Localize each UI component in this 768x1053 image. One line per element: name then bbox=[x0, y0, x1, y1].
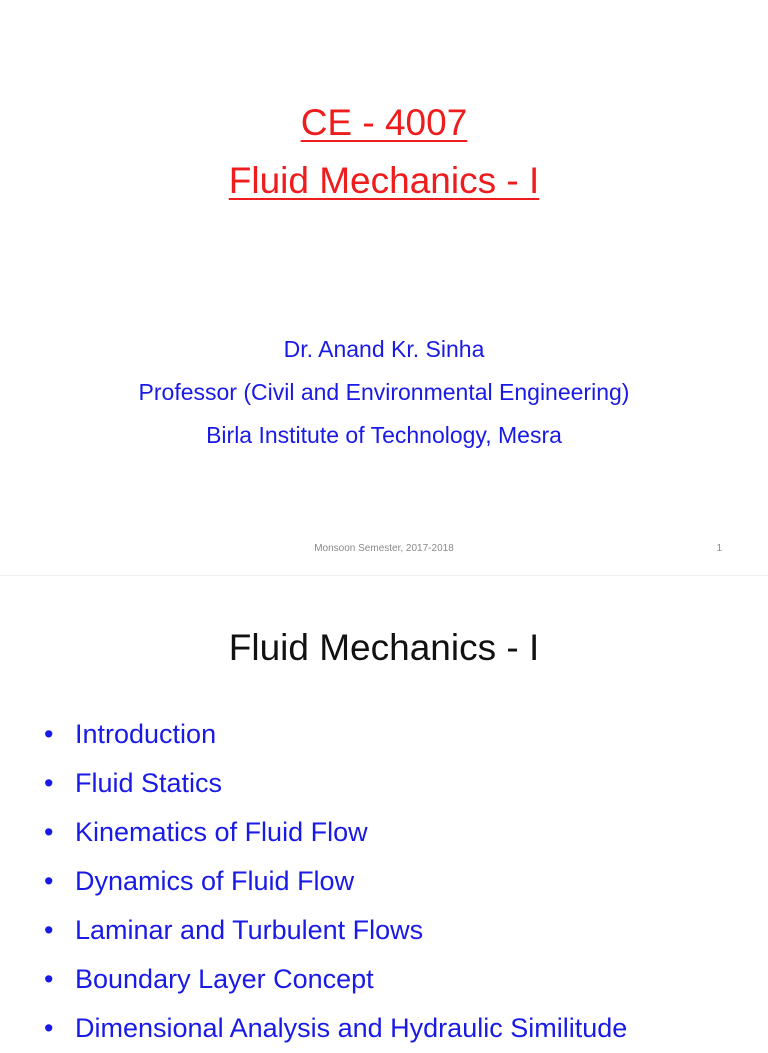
bullet-dot-icon: • bbox=[44, 1013, 54, 1043]
author-name: Dr. Anand Kr. Sinha bbox=[283, 336, 485, 362]
course-code-title bbox=[0, 101, 768, 145]
author-role: Professor (Civil and Environmental Engineering) bbox=[138, 379, 630, 405]
topic-label: Boundary Layer Concept bbox=[75, 964, 374, 994]
topic-list bbox=[44, 710, 627, 1053]
bullet-dot-icon: • bbox=[44, 964, 54, 994]
course-code-text: CE - 4007 bbox=[300, 102, 468, 143]
bullet-dot-icon: • bbox=[44, 817, 54, 847]
slide-footer: Monsoon Semester, 2017-2018 bbox=[314, 543, 454, 554]
topic-label: Introduction bbox=[75, 719, 217, 749]
topic-list-item bbox=[44, 955, 627, 1004]
page-number: 1 bbox=[716, 543, 722, 554]
topic-list-item bbox=[44, 759, 627, 808]
topic-label: Kinematics of Fluid Flow bbox=[75, 817, 368, 847]
bullet-dot-icon: • bbox=[44, 768, 54, 798]
bullet-dot-icon: • bbox=[44, 866, 54, 896]
topic-list-item bbox=[44, 906, 627, 955]
topic-list-item bbox=[44, 857, 627, 906]
topic-label: Laminar and Turbulent Flows bbox=[75, 915, 424, 945]
topic-label: Fluid Statics bbox=[75, 768, 223, 798]
topic-list-item bbox=[44, 808, 627, 857]
course-name-title bbox=[0, 159, 768, 203]
course-name-text: Fluid Mechanics - I bbox=[228, 160, 540, 201]
bullet-dot-icon: • bbox=[44, 719, 54, 749]
slide-2 bbox=[0, 576, 768, 1043]
topic-list-item bbox=[44, 710, 627, 759]
topic-label: Dimensional Analysis and Hydraulic Similitude bbox=[75, 1013, 628, 1043]
author-institute: Birla Institute of Technology, Mesra bbox=[206, 422, 562, 448]
topic-label: Dynamics of Fluid Flow bbox=[75, 866, 355, 896]
slide-title: Fluid Mechanics - I bbox=[228, 627, 540, 668]
bullet-dot-icon: • bbox=[44, 915, 54, 945]
topic-list-item bbox=[44, 1004, 627, 1053]
